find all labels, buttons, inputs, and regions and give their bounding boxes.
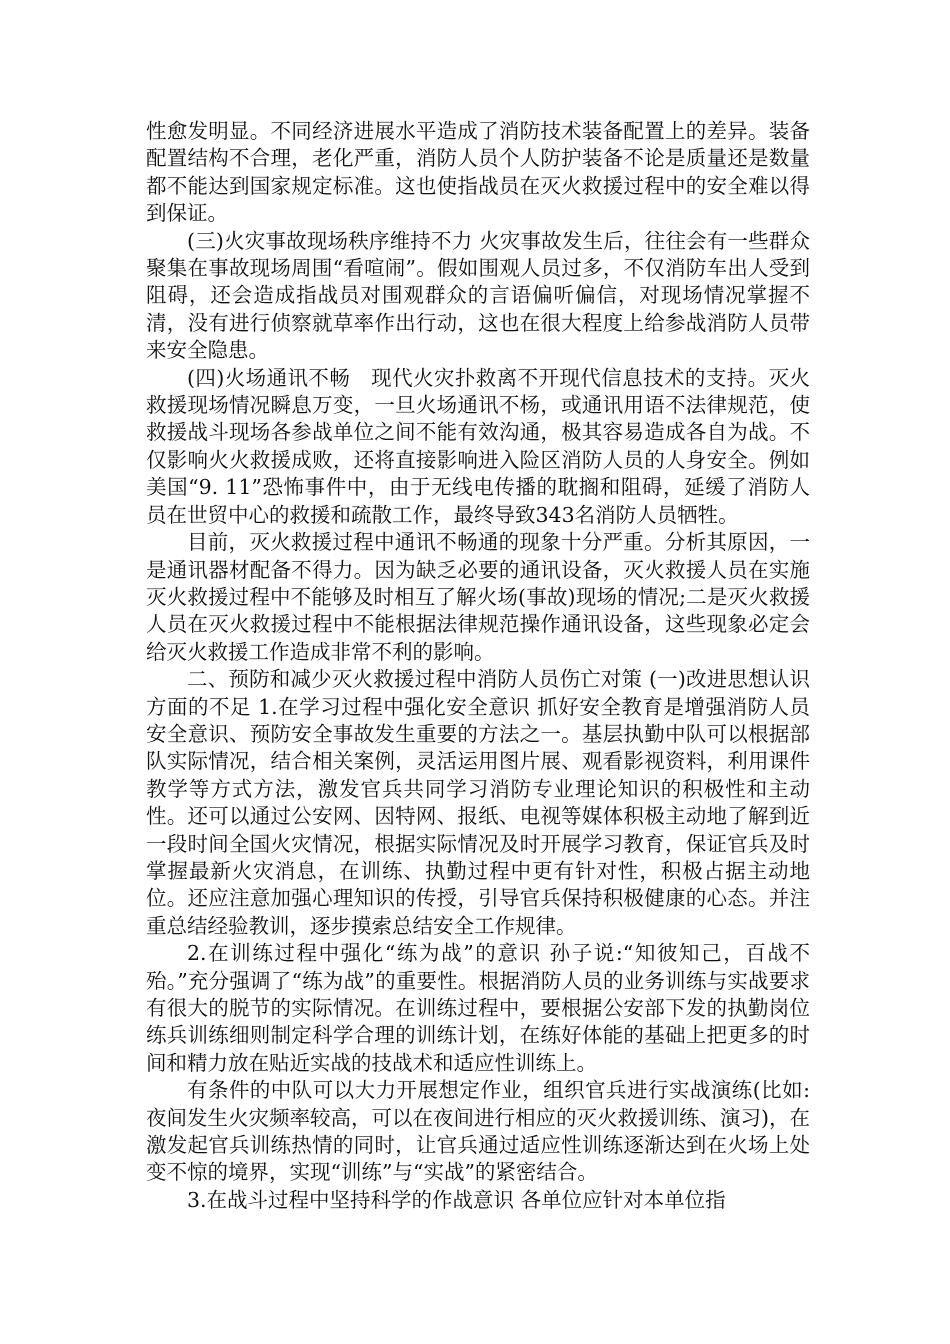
paragraph-training-for-combat: 2.在训练过程中强化“练为战”的意识 孙子说:“知彼知己，百战不殆。”充分强调了“练为战”的重要性。根据消防人员的业务训练与实战要求有很大的脱节的实际情况。在训练过程中，要根据公安部下发的执勤岗位练兵训练细则制定科学合理的训练计划，在练好体能的基础上把更多的时间和精力放在贴近实战的技战术和适应性训练上。 (146, 941, 810, 1075)
document-body (146, 118, 810, 1214)
paragraph-scientific-combat: 3.在战斗过程中坚持科学的作战意识 各单位应针对本单位指 (187, 1187, 726, 1212)
paragraph-fire-communication: (四)火场通讯不畅 现代火灾扑救离不开现代信息技术的支持。灭火救援现场情况瞬息万变，一旦火场通讯不杨，或通讯用语不法律规范，使救援战斗现场各参战单位之间不能有效沟通，极其容易造成各自为战。不仅影响火火救援成败，还将直接影响进入险区消防人员的人身安全。例如美国“9. 11”恐怖事件中，由于无线电传播的耽搁和阻碍，延缓了消防人员在世贸中心的救援和疏散工作，最终导致343名消防人员牺牲。 (146, 365, 810, 527)
paragraph-countermeasures-learning: 二、预防和减少灭火救援过程中消防人员伤亡对策 (一)改进思想认识方面的不足 1.在学习过程中强化安全意识 抓好安全教育是增强消防人员安全意识、预防安全事故发生重要的方法之一。基层执勤中队可以根据部队实际情况，结合相关案例，灵活运用图片展、观看影视资料，利用课件教学等方式方法，激发官兵共同学习消防专业理论知识的积极性和主动性。还可以通过公安网、因特网、报纸、电视等媒体积极主动地了解到近一段时间全国火灾情况，根据实际情况及时开展学习教育，保证官兵及时掌握最新火灾消息，在训练、执勤过程中更有针对性，积极占据主动地位。还应注意加强心理知识的传授，引导官兵保持积极健康的心态。并注重总结经验教训，逐步摸索总结安全工作规律。 (146, 667, 810, 938)
paragraph-drills: 有条件的中队可以大力开展想定作业，组织官兵进行实战演练(比如:夜间发生火灾频率较高，可以在夜间进行相应的灭火救援训练、演习)，在激发起官兵训练热情的同时，让官兵通过适应性训练逐渐达到在火场上处变不惊的境界，实现“训练”与“实战”的紧密结合。 (146, 1078, 810, 1185)
paragraph-equipment-gap: 性愈发明显。不同经济进展水平造成了消防技术装备配置上的差异。装备配置结构不合理，老化严重，消防人员个人防护装备不论是质量还是数量都不能达到国家规定标准。这也使指战员在灭火救援过程中的安全难以得到保证。 (146, 119, 810, 226)
paragraph-communication-analysis: 目前，灭火救援过程中通讯不畅通的现象十分严重。分析其原因，一是通讯器材配备不得力。因为缺乏必要的通讯设备，灭火救援人员在实施灭火救援过程中不能够及时相互了解火场(事故)现场的情况;二是灭火救援人员在灭火救援过程中不能根据法律规范操作通讯设备，这些现象必定会给灭火救援工作造成非常不利的影响。 (146, 530, 810, 664)
paragraph-scene-order: (三)火灾事故现场秩序维持不力 火灾事故发生后，往往会有一些群众聚集在事故现场周围“看喧闹”。假如围观人员过多，不仅消防车出人受到阻碍，还会造成指战员对围观群众的言语偏听偏信，对现场情况掌握不清，没有进行侦察就草率作出行动，这也在很大程度上给参战消防人员带来安全隐患。 (146, 228, 810, 363)
